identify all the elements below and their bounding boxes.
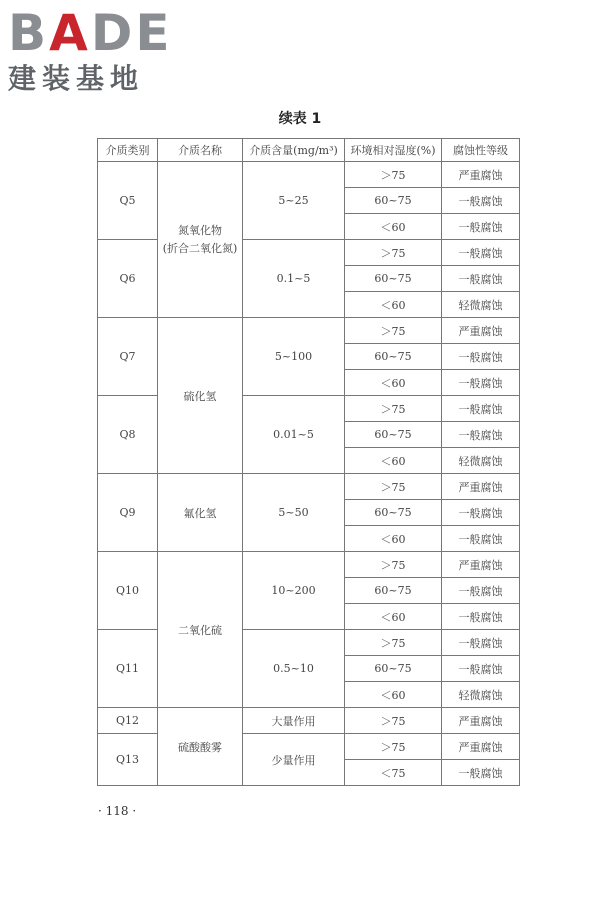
humidity-cell: ＜60 <box>345 370 442 396</box>
logo-wordmark: BADE <box>8 4 173 62</box>
logo-subtitle: 建装基地 <box>8 62 145 95</box>
header-level: 腐蚀性等级 <box>442 139 520 162</box>
humidity-cell: ＜60 <box>345 682 442 708</box>
humidity-cell: ＞75 <box>345 708 442 734</box>
humidity-cell: 60~75 <box>345 422 442 448</box>
header-humidity: 环境相对湿度(%) <box>345 139 442 162</box>
category-cell: Q11 <box>98 630 158 708</box>
content-cell: 5~25 <box>243 162 345 240</box>
medium-name-cell: 二氧化硫 <box>158 552 243 708</box>
level-cell: 一般腐蚀 <box>442 422 520 448</box>
level-cell: 一般腐蚀 <box>442 656 520 682</box>
level-cell: 严重腐蚀 <box>442 474 520 500</box>
category-cell: Q6 <box>98 240 158 318</box>
category-cell: Q12 <box>98 708 158 734</box>
header-category: 介质类别 <box>98 139 158 162</box>
level-cell: 一般腐蚀 <box>442 604 520 630</box>
medium-name-cell: 硫酸酸雾 <box>158 708 243 786</box>
header-content: 介质含量(mg/m³) <box>243 139 345 162</box>
humidity-cell: ＜60 <box>345 448 442 474</box>
humidity-cell: ＜60 <box>345 292 442 318</box>
humidity-cell: ＜75 <box>345 760 442 786</box>
humidity-cell: ＞75 <box>345 318 442 344</box>
medium-name-cell: 硫化氢 <box>158 318 243 474</box>
humidity-cell: ＞75 <box>345 396 442 422</box>
level-cell: 严重腐蚀 <box>442 318 520 344</box>
level-cell: 一般腐蚀 <box>442 396 520 422</box>
table-caption: 续表 1 <box>278 111 322 127</box>
humidity-cell: ＜60 <box>345 214 442 240</box>
level-cell: 严重腐蚀 <box>442 734 520 760</box>
level-cell: 一般腐蚀 <box>442 266 520 292</box>
level-cell: 一般腐蚀 <box>442 500 520 526</box>
content-cell: 5~50 <box>243 474 345 552</box>
category-cell: Q8 <box>98 396 158 474</box>
bade-logo <box>8 4 178 96</box>
level-cell: 一般腐蚀 <box>442 214 520 240</box>
table-row <box>98 708 520 734</box>
content-cell: 0.01~5 <box>243 396 345 474</box>
level-cell: 轻微腐蚀 <box>442 682 520 708</box>
category-cell: Q5 <box>98 162 158 240</box>
level-cell: 一般腐蚀 <box>442 344 520 370</box>
humidity-cell: 60~75 <box>345 578 442 604</box>
humidity-cell: ＞75 <box>345 162 442 188</box>
humidity-cell: 60~75 <box>345 188 442 214</box>
humidity-cell: ＞75 <box>345 734 442 760</box>
level-cell: 一般腐蚀 <box>442 630 520 656</box>
level-cell: 一般腐蚀 <box>442 188 520 214</box>
level-cell: 一般腐蚀 <box>442 370 520 396</box>
humidity-cell: ＜60 <box>345 604 442 630</box>
content-cell: 0.1~5 <box>243 240 345 318</box>
humidity-cell: 60~75 <box>345 344 442 370</box>
level-cell: 一般腐蚀 <box>442 240 520 266</box>
level-cell: 严重腐蚀 <box>442 162 520 188</box>
level-cell: 轻微腐蚀 <box>442 448 520 474</box>
medium-name-cell: 氟化氢 <box>158 474 243 552</box>
humidity-cell: 60~75 <box>345 266 442 292</box>
content-cell: 10~200 <box>243 552 345 630</box>
category-cell: Q13 <box>98 734 158 786</box>
humidity-cell: ＞75 <box>345 552 442 578</box>
content-cell: 5~100 <box>243 318 345 396</box>
table-row <box>98 162 520 188</box>
humidity-cell: 60~75 <box>345 500 442 526</box>
content-cell: 大量作用 <box>243 708 345 734</box>
humidity-cell: ＜60 <box>345 526 442 552</box>
content-cell: 0.5~10 <box>243 630 345 708</box>
content-cell: 少量作用 <box>243 734 345 786</box>
level-cell: 一般腐蚀 <box>442 760 520 786</box>
level-cell: 严重腐蚀 <box>442 552 520 578</box>
humidity-cell: ＞75 <box>345 474 442 500</box>
page-number: · 118 · <box>98 804 137 818</box>
category-cell: Q7 <box>98 318 158 396</box>
table-row <box>98 474 520 500</box>
humidity-cell: ＞75 <box>345 630 442 656</box>
level-cell: 一般腐蚀 <box>442 578 520 604</box>
header-name: 介质名称 <box>158 139 243 162</box>
table-row <box>98 552 520 578</box>
category-cell: Q9 <box>98 474 158 552</box>
table-row <box>98 318 520 344</box>
level-cell: 轻微腐蚀 <box>442 292 520 318</box>
level-cell: 严重腐蚀 <box>442 708 520 734</box>
table-header-row <box>98 139 520 162</box>
medium-name-cell: 氮氧化物 (折合二氧化氮) <box>158 162 243 318</box>
level-cell: 一般腐蚀 <box>442 526 520 552</box>
corrosion-table <box>97 138 520 786</box>
humidity-cell: ＞75 <box>345 240 442 266</box>
category-cell: Q10 <box>98 552 158 630</box>
humidity-cell: 60~75 <box>345 656 442 682</box>
